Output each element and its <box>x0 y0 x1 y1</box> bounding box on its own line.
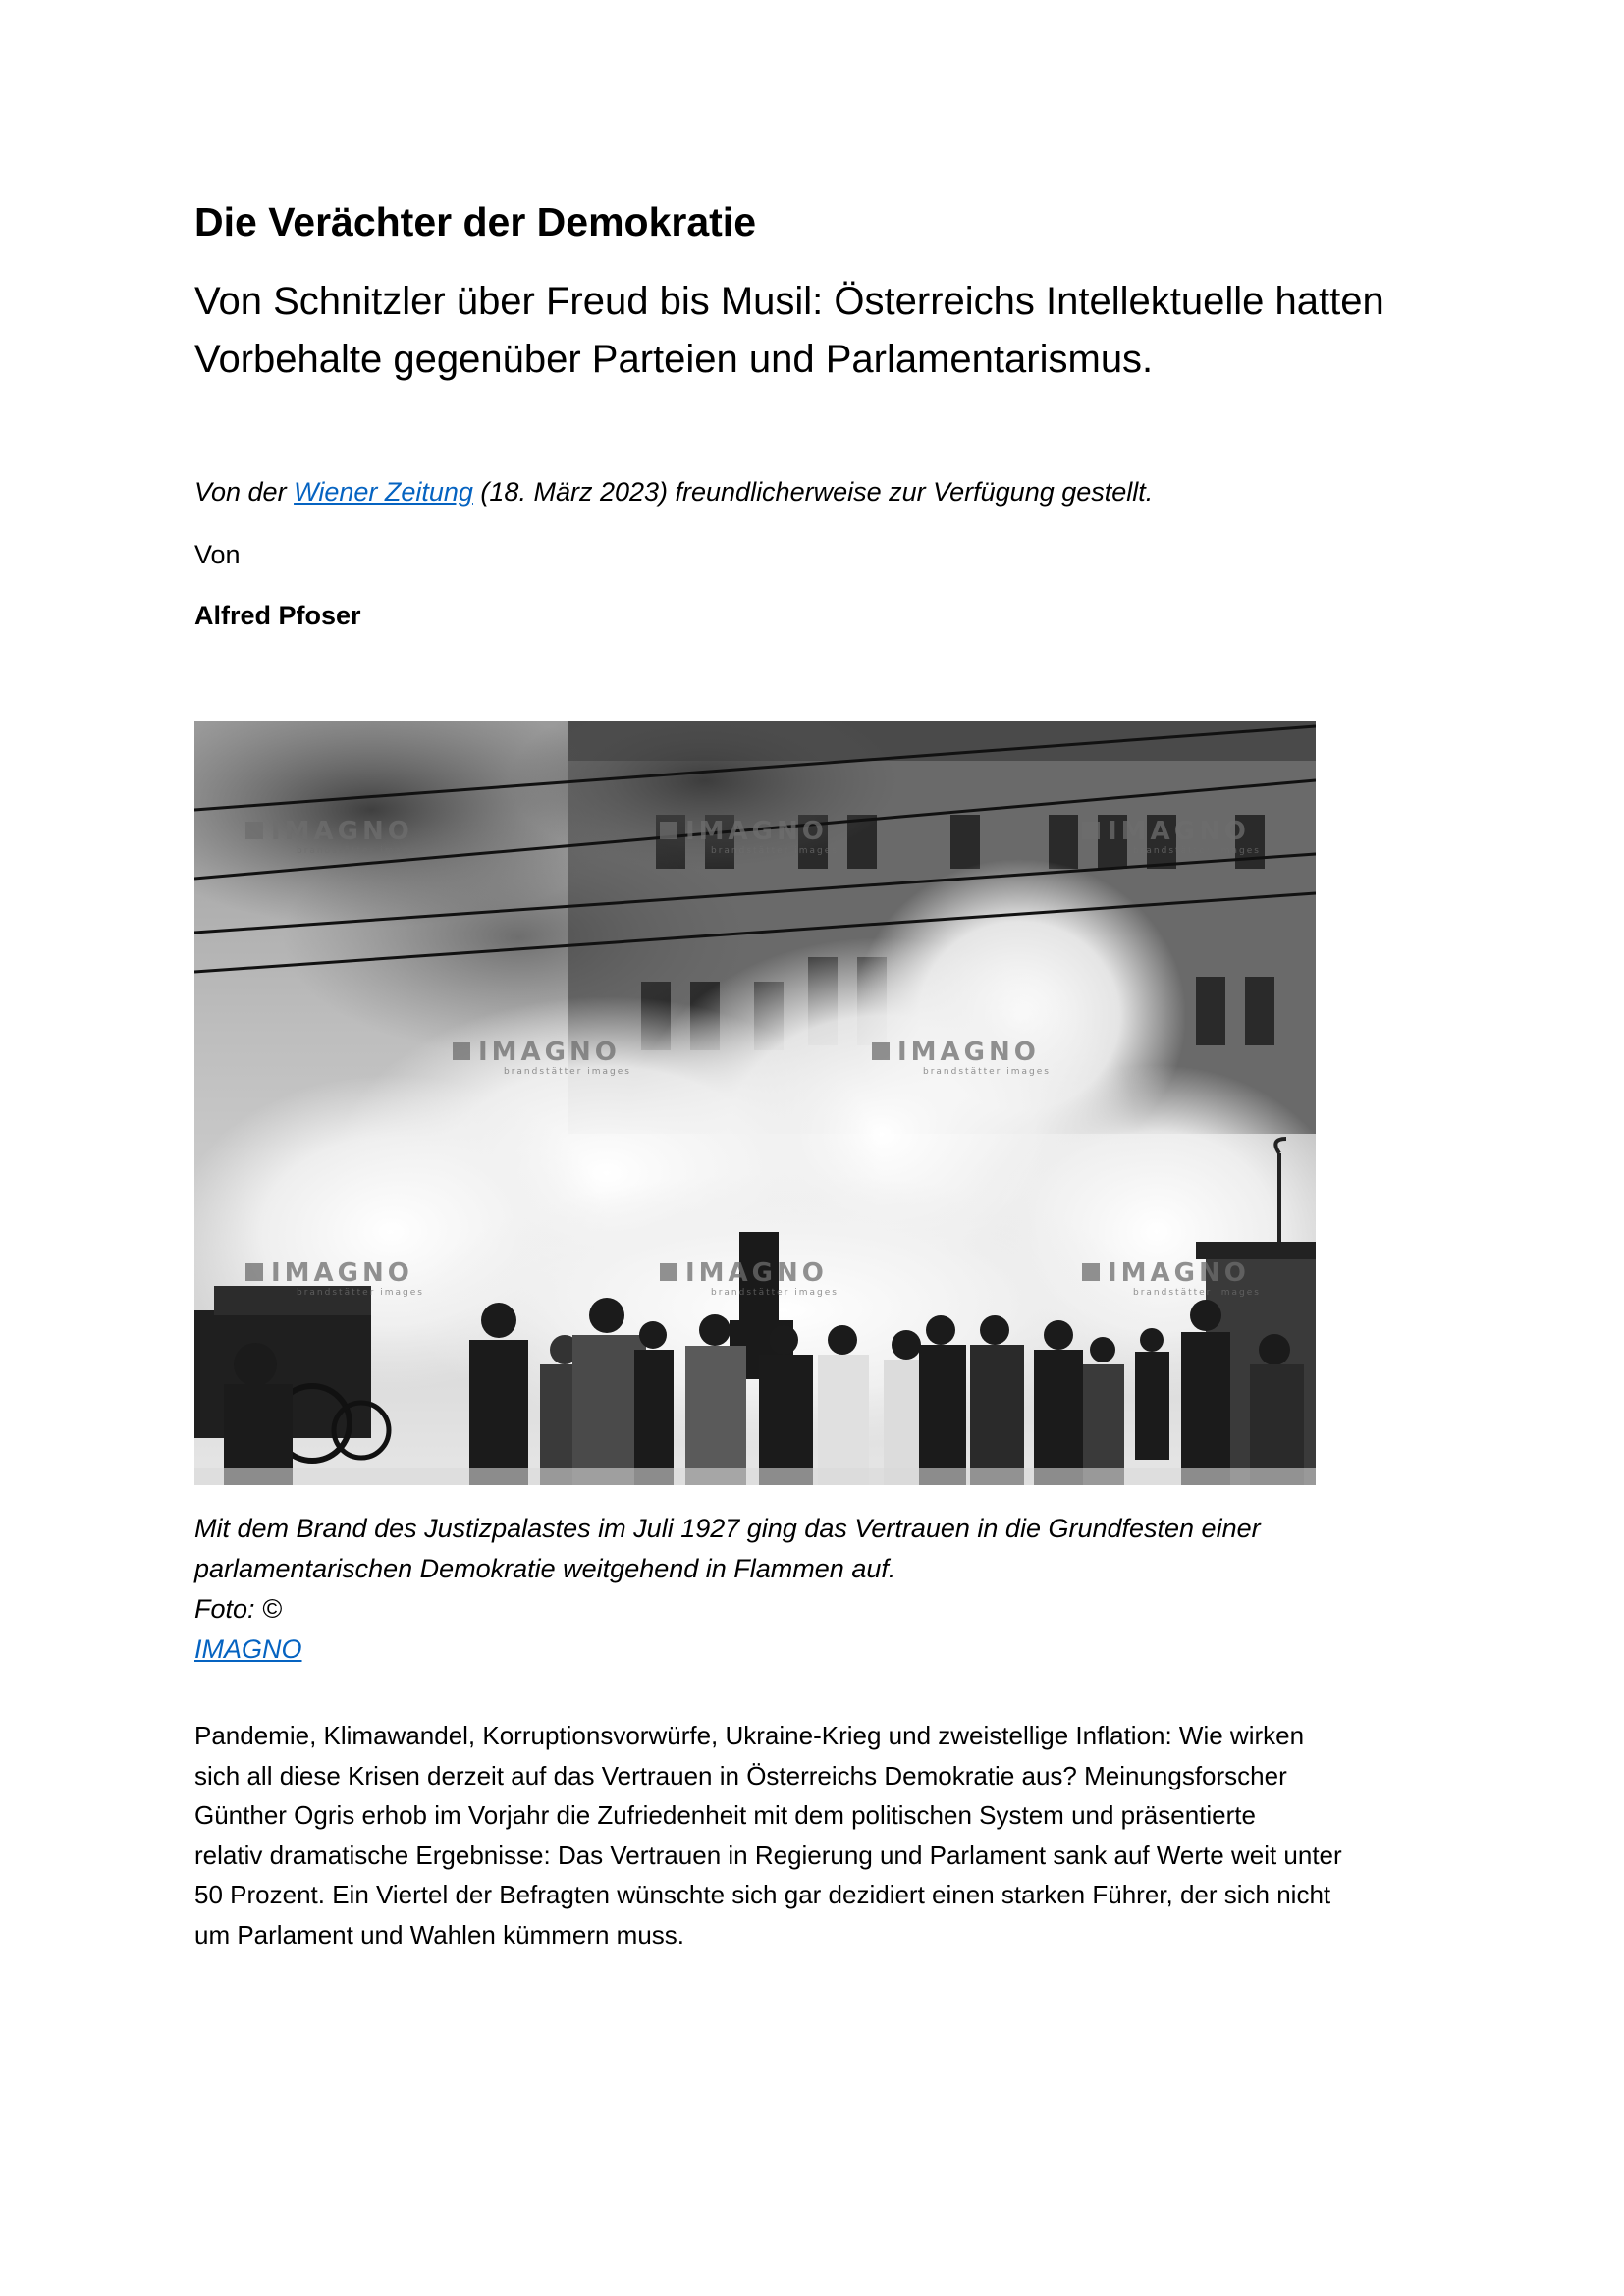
author-name: Alfred Pfoser <box>194 601 361 630</box>
byline-von: Von <box>194 540 241 569</box>
caption-line-1: Mit dem Brand des Justizpalastes im Juli 1927 ging das Vertrauen in die Grundfesten einer <box>194 1514 1261 1543</box>
body-line: Günther Ogris erhob im Vorjahr die Zufriedenheit mit dem politischen System und präsentierte <box>194 1800 1256 1830</box>
source-suffix: (18. März 2023) freundlicherweise zur Verfügung gestellt. <box>472 477 1154 507</box>
photo-credit <box>194 1589 1432 1670</box>
svg-text:brandstätter images: brandstätter images <box>297 1288 424 1298</box>
svg-text:IMAGNO: IMAGNO <box>685 1258 828 1288</box>
svg-text:IMAGNO: IMAGNO <box>271 817 413 846</box>
source-line <box>194 473 1153 510</box>
body-line: um Parlament und Wahlen kümmern muss. <box>194 1919 685 1949</box>
body-line: sich all diese Krisen derzeit auf das Vertrauen in Österreichs Demokratie aus? Meinungsforscher <box>194 1760 1287 1790</box>
svg-text:brandstätter images: brandstätter images <box>297 846 424 856</box>
svg-text:brandstätter images: brandstätter images <box>1133 1288 1261 1298</box>
svg-text:brandstätter images: brandstätter images <box>504 1067 631 1077</box>
article-title: Die Verächter der Demokratie <box>194 199 756 244</box>
svg-text:IMAGNO: IMAGNO <box>271 1258 413 1288</box>
body-line: relativ dramatische Ergebnisse: Das Vertrauen in Regierung und Parlament sank auf Werte weit unter <box>194 1840 1342 1870</box>
photo-caption <box>194 1509 1432 1670</box>
svg-text:IMAGNO: IMAGNO <box>1108 817 1250 846</box>
wiener-zeitung-link[interactable]: Wiener Zeitung <box>294 477 473 507</box>
svg-text:IMAGNO: IMAGNO <box>1108 1258 1250 1288</box>
document-page <box>194 0 1441 2296</box>
svg-text:IMAGNO: IMAGNO <box>478 1038 621 1067</box>
body-line: 50 Prozent. Ein Viertel der Befragten wünschte sich gar dezidiert einen starken Führer, der sich nicht <box>194 1880 1331 1909</box>
credit-prefix: Foto: © <box>194 1594 282 1624</box>
svg-text:brandstätter images: brandstätter images <box>923 1067 1051 1077</box>
caption-line-2: parlamentarischen Demokratie weitgehend in Flammen auf. <box>194 1554 896 1583</box>
svg-text:brandstätter images: brandstätter images <box>711 1288 839 1298</box>
source-prefix: Von der <box>194 477 295 507</box>
svg-text:IMAGNO: IMAGNO <box>685 817 828 846</box>
svg-text:brandstätter images: brandstätter images <box>1133 846 1261 856</box>
photo-illustration <box>194 721 1316 1485</box>
article-photo <box>194 721 1316 1485</box>
article-subtitle: Von Schnitzler über Freud bis Musil: Österreichs Intellektuelle hatten Vorbehalte gegenüber Parteien und Parlamentarismus. <box>194 280 1384 381</box>
body-paragraph <box>194 1716 1443 1954</box>
svg-text:brandstätter images: brandstätter images <box>711 846 839 856</box>
body-line: Pandemie, Klimawandel, Korruptionsvorwürfe, Ukraine-Krieg und zweistellige Inflation: Wie wirken <box>194 1721 1305 1750</box>
svg-text:IMAGNO: IMAGNO <box>897 1038 1040 1067</box>
imagno-link[interactable]: IMAGNO <box>194 1634 302 1664</box>
